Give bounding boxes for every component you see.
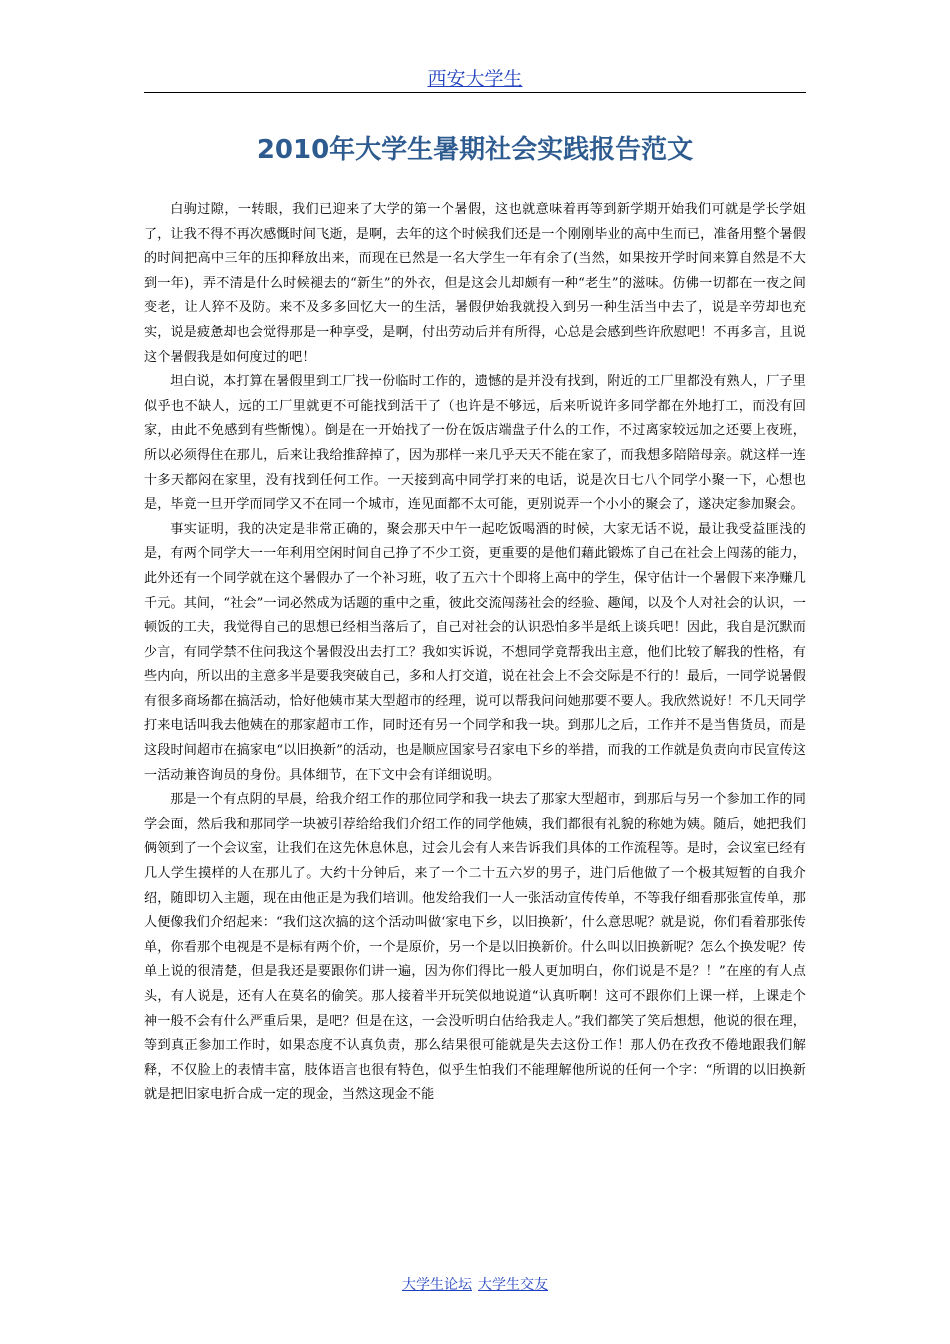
paragraph-1: 白驹过隙，一转眼，我们已迎来了大学的第一个暑假，这也就意味着再等到新学期开始我们可就是学长学姐了，让我不得不再次感慨时间飞逝，是啊，去年的这个时候我们还是一个刚刚毕业的高中生而已，准备用整个暑假的时间把高中三年的压抑释放出来，而现在已然是一名大学生一年有余了(当然，如果按开学时间来算自然是不大到一年)，弄不清是什么时候褪去的“新生”的外衣，但是这会儿却颇有一种“老生”的滋味。仿佛一切都在一夜之间变老，让人猝不及防。来不及多多回忆大一的生活，暑假伊始我就投入到另一种生活当中去了，说是辛劳却也充实，说是疲惫却也会觉得那是一种享受，是啊，付出劳动后并有所得，心总是会感到些许欣慰吧！不再多言，且说这个暑假我是如何度过的吧！ bbox=[144, 202, 806, 365]
header-divider bbox=[144, 92, 806, 93]
footer-forum-link[interactable]: 大学生论坛 bbox=[402, 1277, 472, 1293]
paragraph-2: 坦白说，本打算在暑假里到工厂找一份临时工作的，遗憾的是并没有找到，附近的工厂里都没有熟人，厂子里似乎也不缺人，远的工厂里就更不可能找到活干了（也许是不够远，后来听说许多同学都在外地打工，而没有回家，由此不免感到有些惭愧）。倒是在一开始找了一份在饭店端盘子什么的工作，不过离家较远加之还要上夜班，所以必须得住在那儿，后来让我给推辞掉了，因为那样一来几乎天天不能在家了，而我想多陪陪母亲。就这样一连十多天都闷在家里，没有找到任何工作。一天接到高中同学打来的电话，说是次日七八个同学小聚一下，心想也是，毕竟一旦开学而同学又不在同一个城市，连见面都不太可能，更别说弄一个小小的聚会了，遂决定参加聚会。 bbox=[144, 374, 806, 513]
paragraph-4: 那是一个有点阴的早晨，给我介绍工作的那位同学和我一块去了那家大型超市，到那后与另一个参加工作的同学会面，然后我和那同学一块被引荐给给我们介绍工作的同学他姨，我们都很有礼貌的称她为姨。随后，她把我们俩领到了一个会议室，让我们在这先休息休息，过会儿会有人来告诉我们具体的工作流程等。是时，会议室已经有几人学生摸样的人在那儿了。大约十分钟后，来了一个二十五六岁的男子，进门后他做了一个极其短暂的自我介绍，随即切入主题，现在由他正是为我们培训。他发给我们一人一张活动宣传传单，不等我仔细看那张宣传单，那人便像我们介绍起来：“我们这次搞的这个活动叫做‘家电下乡，以旧换新’，什么意思呢？就是说，你们看着那张传单，你看那个电视是不是标有两个价，一个是原价，另一个是以旧换新价。什么叫以旧换新呢？怎么个换发呢？传单上说的很清楚，但是我还是要跟你们讲一遍，因为你们得比一般人更加明白，你们说是不是？！”在座的有人点头，有人说是，还有人在莫名的偷笑。那人接着半开玩笑似地说道“认真听啊！这可不跟你们上课一样，上课走个神一般不会有什么严重后果，是吧？但是在这，一会没听明白估给我走人。”我们都笑了笑后想想，他说的很在理，等到真正参加工作时，如果态度不认真负责，那么结果很可能就是失去这份工作！那人仍在孜孜不倦地跟我们解释，不仅脸上的表情丰富，肢体语言也很有特色，似乎生怕我们不能理解他所说的任何一个字：“所谓的以旧换新就是把旧家电折合成一定的现金，当然这现金不能 bbox=[144, 792, 806, 1103]
footer-dating-link[interactable]: 大学生交友 bbox=[478, 1277, 548, 1293]
paragraph-3: 事实证明，我的决定是非常正确的，聚会那天中午一起吃饭喝酒的时候，大家无话不说，最让我受益匪浅的是，有两个同学大一一年利用空闲时间自己挣了不少工资，更重要的是他们藉此锻炼了自己在社会上闯荡的能力，此外还有一个同学就在这个暑假办了一个补习班，收了五六十个即将上高中的学生，保守估计一个暑假下来净赚几千元。其间，“社会”一词必然成为话题的重中之重，彼此交流闯荡社会的经验、趣闻，以及个人对社会的认识，一顿饭的工夫，我觉得自己的思想已经相当落后了，自己对社会的认识恐怕多半是纸上谈兵吧！因此，我自是沉默而少言，有同学禁不住问我这个暑假没出去打工？我如实诉说，不想同学竟帮我出主意，他们比较了解我的性格，有些内向，所以出的主意多半是要我突破自己，多和人打交道，说在社会上不会交际是不行的！最后，一同学说暑假有很多商场都在搞活动，恰好他姨市某大型超市的经理，说可以帮我问问她那要不要人。我欣然说好！不几天同学打来电话叫我去他姨在的那家超市工作，同时还有另一个同学和我一块。到那儿之后，工作并不是当售货员，而是这段时间超市在搞家电“以旧换新”的活动，也是顺应国家号召家电下乡的举措，而我的工作就是负责向市民宣传这一活动兼咨询员的身份。具体细节，在下文中会有详细说明。 bbox=[144, 521, 806, 783]
header-site-link[interactable]: 西安大学生 bbox=[427, 68, 523, 90]
page-header bbox=[144, 66, 806, 92]
page-footer bbox=[144, 1275, 806, 1295]
document-title: 2010年大学生暑期社会实践报告范文 bbox=[256, 135, 694, 165]
document-body bbox=[144, 198, 806, 1250]
